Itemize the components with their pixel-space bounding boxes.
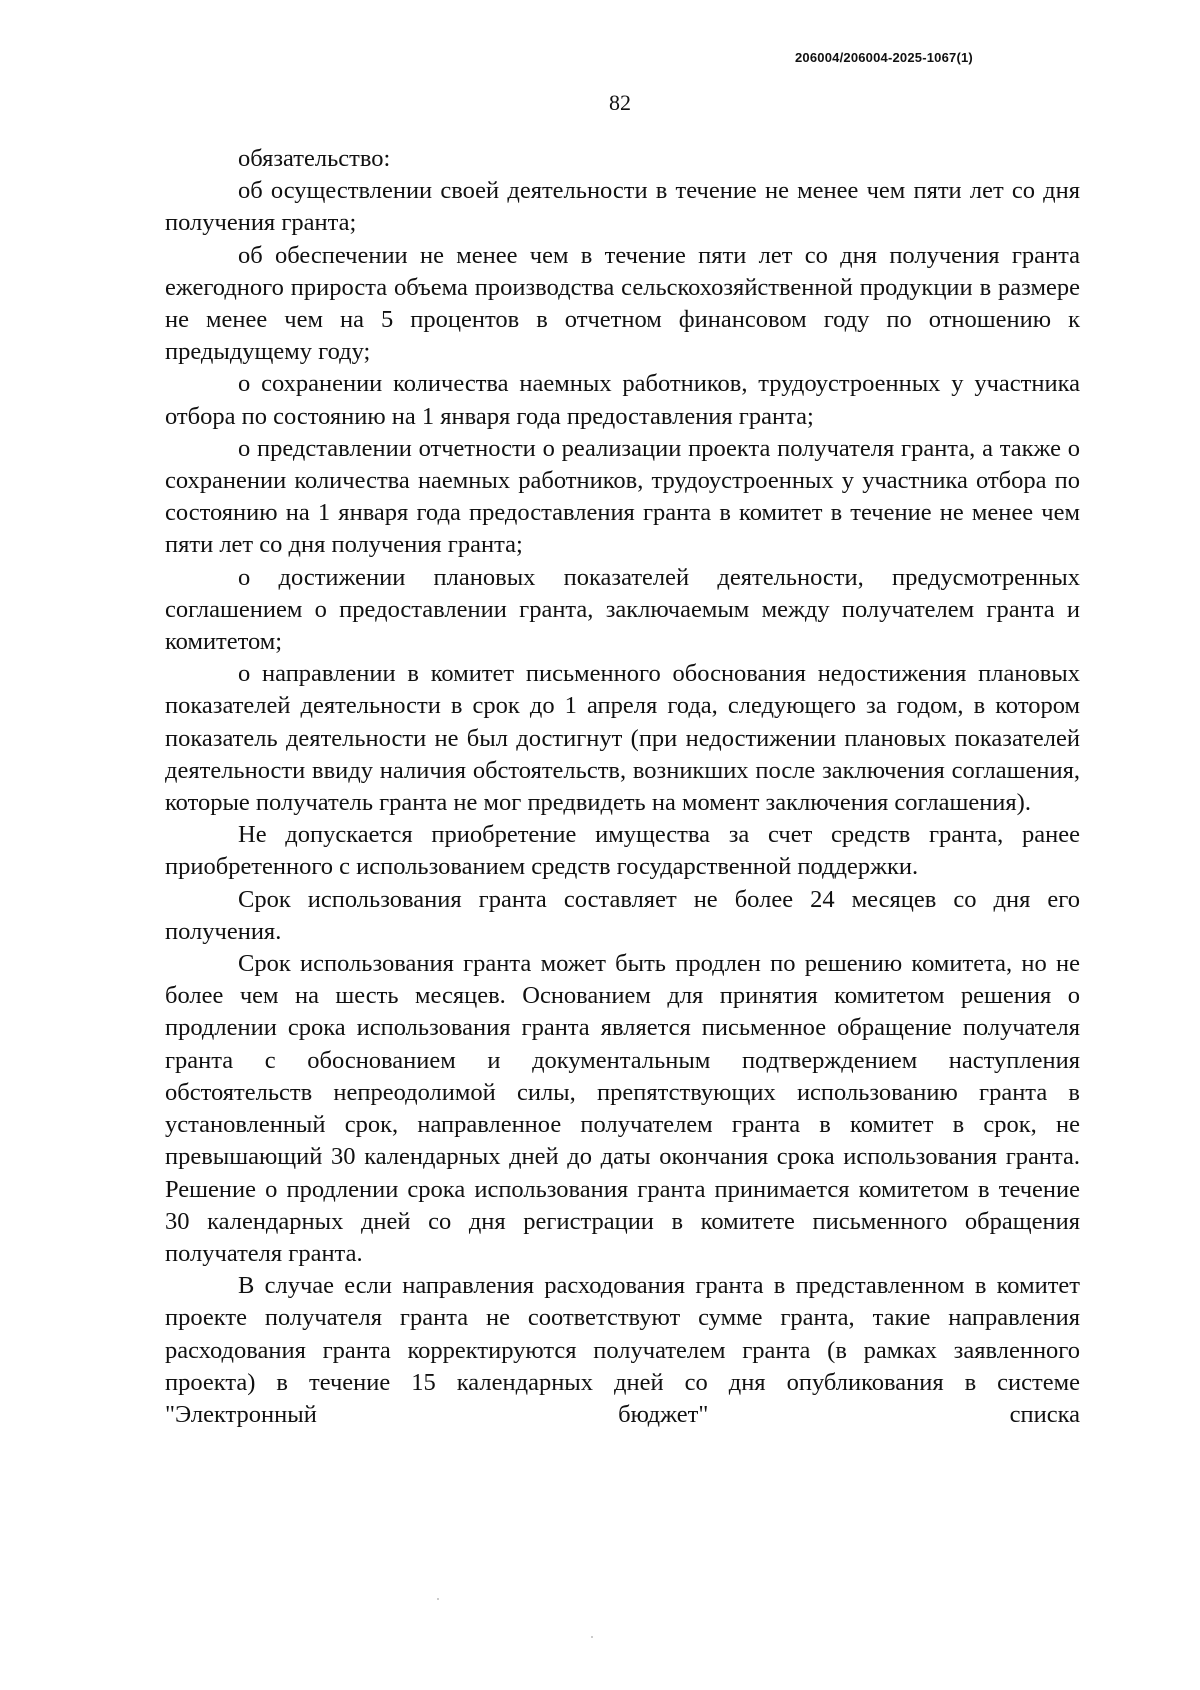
paragraph: Не допускается приобретение имущества за счет средств гранта, ранее приобретенного с использованием средств государственной поддержки. [165, 821, 1080, 881]
paragraph: о сохранении количества наемных работников, трудоустроенных у участника отбора по состоянию на 1 января года предоставления гранта; [165, 370, 1080, 430]
paragraph: об обеспечении не менее чем в течение пяти лет со дня получения гранта ежегодного прироста объема производства сельскохозяйственной продукции в размере не менее чем на 5 процентов в отчетном финансовом году по отношению к предыдущему году; [165, 241, 1080, 366]
paragraph: Срок использования гранта составляет не более 24 месяцев со дня его получения. [165, 885, 1080, 945]
document-id: 206004/206004-2025-1067(1) [795, 50, 973, 65]
paragraph: о достижении плановых показателей деятельности, предусмотренных соглашением о предоставлении гранта, заключаемым между получателем гранта и комитетом; [165, 563, 1080, 656]
scan-speck [437, 1598, 439, 1600]
paragraph: обязательство: [238, 145, 391, 172]
paragraph: В случае если направления расходования гранта в представленном в комитет проекте получателя гранта не соответствуют сумме гранта, такие направления расходования гранта корректируются получателем гранта (в рамках заявленного проекта) в течение 15 календарных дней со дня опубликования в системе "Электронный бюджет" списка [165, 1272, 1080, 1428]
scan-speck [591, 1636, 593, 1638]
paragraph: о направлении в комитет письменного обоснования недостижения плановых показателей деятельности в срок до 1 апреля года, следующего за годом, в котором показатель деятельности не был достигнут (при недостижении плановых показателей деятельности ввиду наличия обстоятельств, возникших после заключения соглашения, которые получатель гранта не мог предвидеть на момент заключения соглашения). [165, 660, 1080, 817]
document-body [165, 143, 1080, 1431]
paragraph: Срок использования гранта может быть продлен по решению комитета, но не более чем на шесть месяцев. Основанием для принятия комитетом решения о продлении срока использования гранта является письменное обращение получателя гранта с обоснованием и документальным подтверждением наступления обстоятельств непреодолимой силы, препятствующих использованию гранта в установленный срок, направленное получателем гранта в комитет в срок, не превышающий 30 календарных дней до даты окончания срока использования гранта. Решение о продлении срока использования гранта принимается комитетом в течение 30 календарных дней со дня регистрации в комитете письменного обращения получателя гранта. [165, 950, 1080, 1267]
page-number: 82 [609, 90, 631, 115]
paragraph: об осуществлении своей деятельности в течение не менее чем пяти лет со дня получения гранта; [165, 177, 1080, 237]
paragraph: о представлении отчетности о реализации проекта получателя гранта, а также о сохранении количества наемных работников, трудоустроенных у участника отбора по состоянию на 1 января года предоставления гранта в комитет в течение не менее чем пяти лет со дня получения гранта; [165, 434, 1080, 559]
